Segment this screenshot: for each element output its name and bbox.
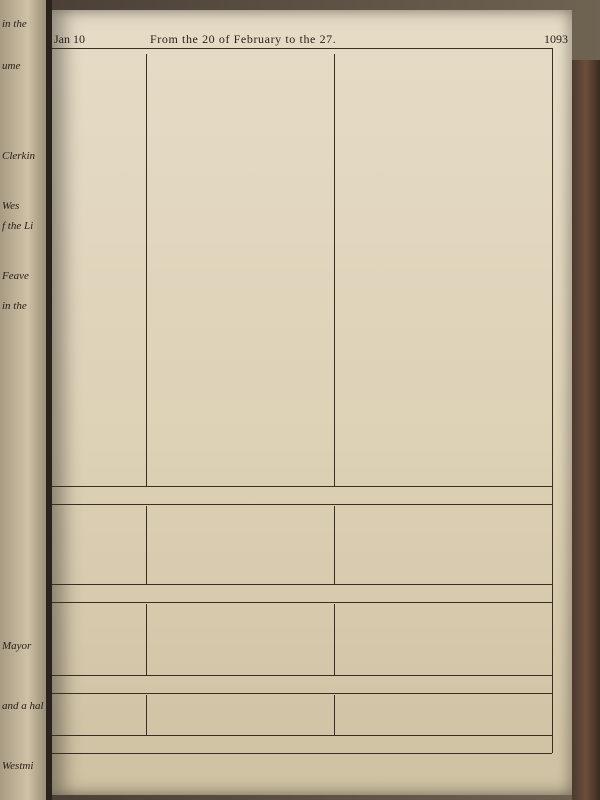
column-rule [146, 54, 147, 486]
left-page-fragment: Wes [2, 200, 20, 212]
row-rule [52, 693, 552, 694]
column-rule [334, 54, 335, 486]
column-rule [146, 604, 147, 675]
column-rule [334, 604, 335, 675]
left-page-fragment: Clerkin [2, 150, 35, 162]
header-left: Jan 10 [54, 32, 85, 46]
column-rule [552, 48, 553, 753]
row-rule [52, 753, 552, 754]
column-rule [334, 695, 335, 735]
left-page-fragment: Mayor [2, 640, 32, 652]
row-rule [52, 504, 552, 505]
row-rule [52, 602, 552, 603]
row-rule [52, 48, 552, 49]
row-rule [52, 675, 552, 676]
book-cover-edge [572, 60, 600, 800]
column-rule [146, 695, 147, 735]
left-page-fragment: and a hal [2, 700, 44, 712]
page-header [52, 32, 572, 48]
left-page-fragment: f the Li [2, 220, 34, 232]
page-number: 1093 [544, 32, 568, 46]
left-page-fragment: in the [2, 300, 27, 312]
row-rule [52, 584, 552, 585]
row-rule [52, 486, 552, 487]
left-page-fragment: in the [2, 18, 27, 30]
row-rule [52, 735, 552, 736]
left-page-edge [0, 0, 48, 800]
left-page-fragment: Feave [2, 270, 29, 282]
left-page-fragment: ume [2, 60, 21, 72]
bill-of-mortality-page [52, 10, 572, 795]
column-rule [146, 506, 147, 584]
column-rule [334, 506, 335, 584]
left-page-fragment: Westmi [2, 760, 34, 772]
header-title: From the 20 of February to the 27. [150, 32, 337, 46]
